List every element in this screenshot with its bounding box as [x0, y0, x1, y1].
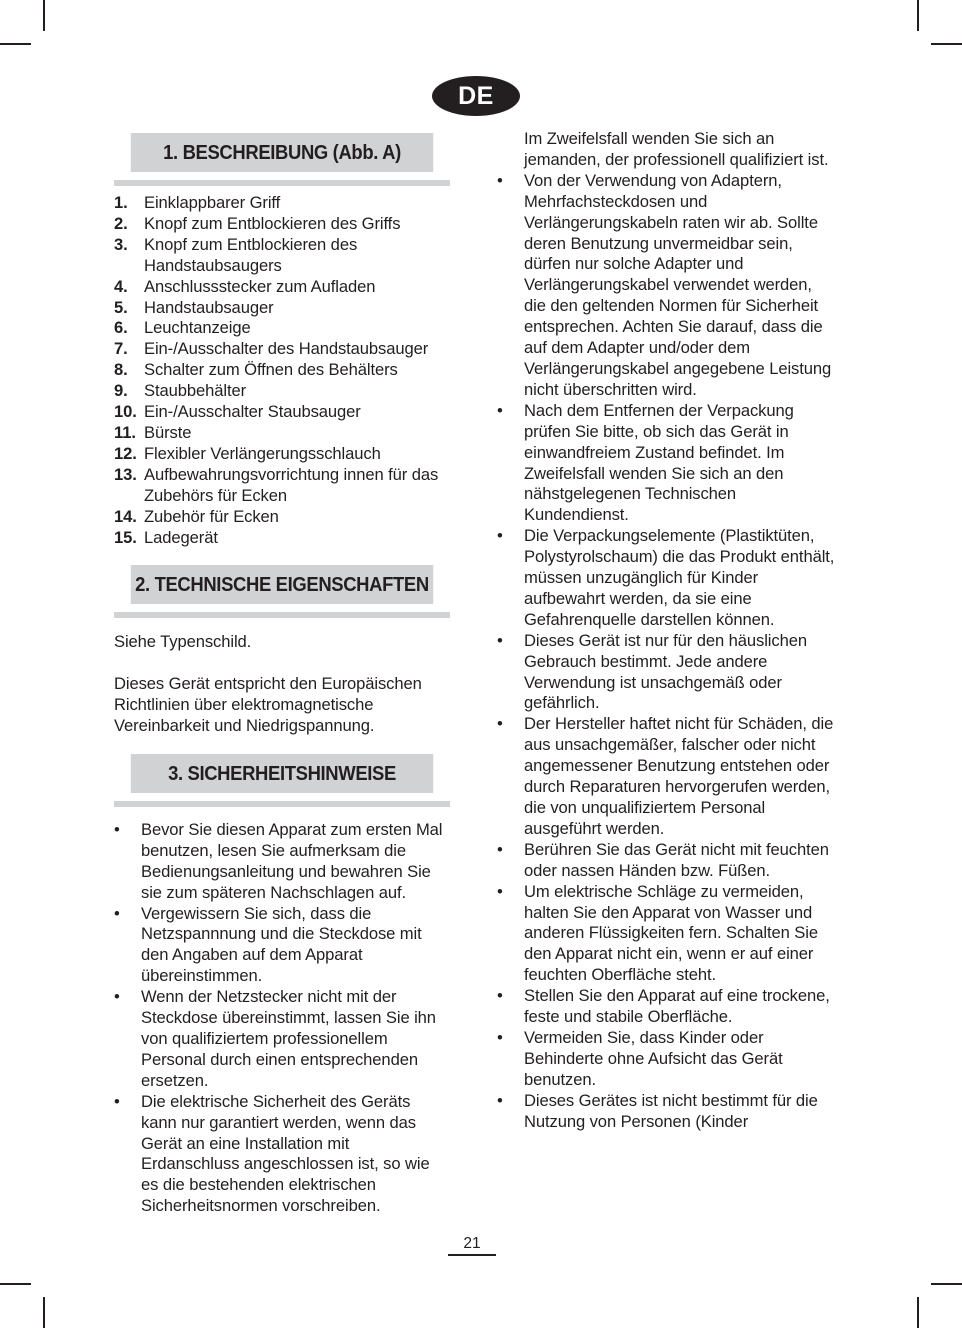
- list-item: 10. Ein-/Ausschalter Staubsauger: [114, 402, 361, 422]
- heading-underline: [114, 180, 450, 186]
- list-item: 11. Bürste: [114, 422, 192, 442]
- heading-underline: [114, 801, 450, 807]
- crop-mark: [931, 43, 962, 45]
- list-item: 4. Anschlussstecker zum Aufladen: [114, 276, 376, 296]
- list-item: • Die elektrische Sicherheit des Geräts kann nur garantiert werden, wenn das Gerät an eine Installation mit Erdanschluss angeschlossen ist, so wie es die bestehenden elektrischen Sicherheitsnormen vorschreiben.: [114, 1092, 450, 1217]
- page-number-underline: [448, 1254, 496, 1256]
- crop-mark: [43, 0, 45, 31]
- heading-underline: [114, 612, 450, 618]
- crop-mark: [43, 1297, 45, 1328]
- list-item: • Nach dem Entfernen der Verpackung prüfen Sie bitte, ob sich das Gerät in einwandfreiem Zustand befindet. Im Zweifelsfall wenden Sie sich an den nähstgelegenen Technischen Kundendienst.: [497, 401, 837, 526]
- language-badge: DE: [432, 76, 520, 116]
- crop-mark: [0, 1283, 31, 1285]
- list-item: • Wenn der Netzstecker nicht mit der Steckdose übereinstimmt, lassen Sie ihn von qualifiziertem professionellem Personal durch einen entsprechenden ersetzen.: [114, 987, 450, 1092]
- technical-text: [114, 632, 450, 737]
- list-item: • Dieses Gerät ist nur für den häuslichen Gebrauch bestimmt. Jede andere Verwendung ist unsachgemäß oder gefährlich.: [497, 631, 837, 715]
- paragraph: Dieses Gerät entspricht den Europäischen Richtlinien über elektromagnetische Vereinbarkeit und Niedrigspannung.: [114, 674, 422, 736]
- description-list: [114, 193, 450, 548]
- list-item: • Berühren Sie das Gerät nicht mit feuchten oder nassen Händen bzw. Füßen.: [497, 840, 837, 882]
- page-number: 21: [463, 1235, 481, 1252]
- paragraph: Siehe Typenschild.: [114, 632, 252, 652]
- list-item: 8. Schalter zum Öffnen des Behälters: [114, 360, 398, 380]
- list-item: • Stellen Sie den Apparat auf eine trockene, feste und stabile Oberfläche.: [497, 986, 837, 1028]
- safety-list-left: [114, 820, 450, 1217]
- list-item: 5. Handstaubsauger: [114, 297, 274, 317]
- list-item: • Von der Verwendung von Adaptern, Mehrfachsteckdosen und Verlängerungskabeln raten wir ab. Sollte deren Benutzung unvermeidbar sein, dürfen nur solche Adapter und Verlängerungskabel verwendet werden, die den geltenden Normen für Sicherheit entsprechen. Achten Sie darauf, dass die auf dem Adapter und/oder dem Verlängerungskabel angegebene Leistung nicht überschritten wird.: [497, 171, 837, 401]
- list-item: 12. Flexibler Verlängerungsschlauch: [114, 443, 381, 463]
- continuation-text: Im Zweifelsfall wenden Sie sich an jemanden, der professionell qualifiziert ist.: [524, 129, 829, 169]
- list-item: 1. Einklappbarer Griff: [114, 193, 281, 212]
- list-item: 13. Aufbewahrungsvorrichtung innen für das Zubehörs für Ecken: [114, 464, 439, 505]
- list-item: • Bevor Sie diesen Apparat zum ersten Mal benutzen, lesen Sie aufmerksam die Bedienungsanleitung und bewahren Sie sie zum späteren Nachschlagen auf.: [114, 820, 450, 904]
- list-item: • Dieses Gerätes ist nicht bestimmt für die Nutzung von Personen (Kinder: [497, 1091, 837, 1133]
- section-heading-safety: 3. SICHERHEITSHINWEISE: [131, 754, 433, 793]
- list-item: 2. Knopf zum Entblockieren des Griffs: [114, 213, 401, 233]
- safety-list-right: [497, 171, 837, 1133]
- crop-mark: [917, 1297, 919, 1328]
- section-heading-description: 1. BESCHREIBUNG (Abb. A): [131, 133, 433, 172]
- section-heading-technical: 2. TECHNISCHE EIGENSCHAFTEN: [131, 565, 433, 604]
- crop-mark: [931, 1283, 962, 1285]
- list-item: 15. Ladegerät: [114, 527, 218, 547]
- list-item: • Um elektrische Schläge zu vermeiden, halten Sie den Apparat von Wasser und anderen Flüssigkeiten fern. Schalten Sie den Apparat nicht ein, wenn er auf einer feuchten Oberfläche steht.: [497, 882, 837, 987]
- list-item: 14. Zubehör für Ecken: [114, 506, 279, 526]
- crop-mark: [0, 43, 31, 45]
- list-item: 6. Leuchtanzeige: [114, 318, 251, 338]
- list-item: 3. Knopf zum Entblockieren des Handstaubsaugers: [114, 234, 358, 275]
- right-column: [497, 129, 837, 1133]
- list-item: 9. Staubbehälter: [114, 381, 247, 401]
- list-item: • Vermeiden Sie, dass Kinder oder Behinderte ohne Aufsicht das Gerät benutzen.: [497, 1028, 837, 1091]
- list-item: • Die Verpackungselemente (Plastiktüten, Polystyrolschaum) die das Produkt enthält, müssen unzugänglich für Kinder aufbewahrt werden, da sie eine Gefahrenquelle darstellen können.: [497, 526, 837, 631]
- list-item: • Der Hersteller haftet nicht für Schäden, die aus unsachgemäßer, falscher oder nicht angemessener Benutzung entstehen oder durch Reparaturen hervorgerufen werden, die von unqualifiziertem Personal ausgeführt werden.: [497, 714, 837, 839]
- left-column: [114, 133, 450, 1217]
- crop-mark: [917, 0, 919, 31]
- list-item: • Vergewissern Sie sich, dass die Netzspannnung und die Steckdose mit den Angaben auf dem Apparat übereinstimmen.: [114, 904, 450, 988]
- list-item: 7. Ein-/Ausschalter des Handstaubsauger: [114, 339, 429, 359]
